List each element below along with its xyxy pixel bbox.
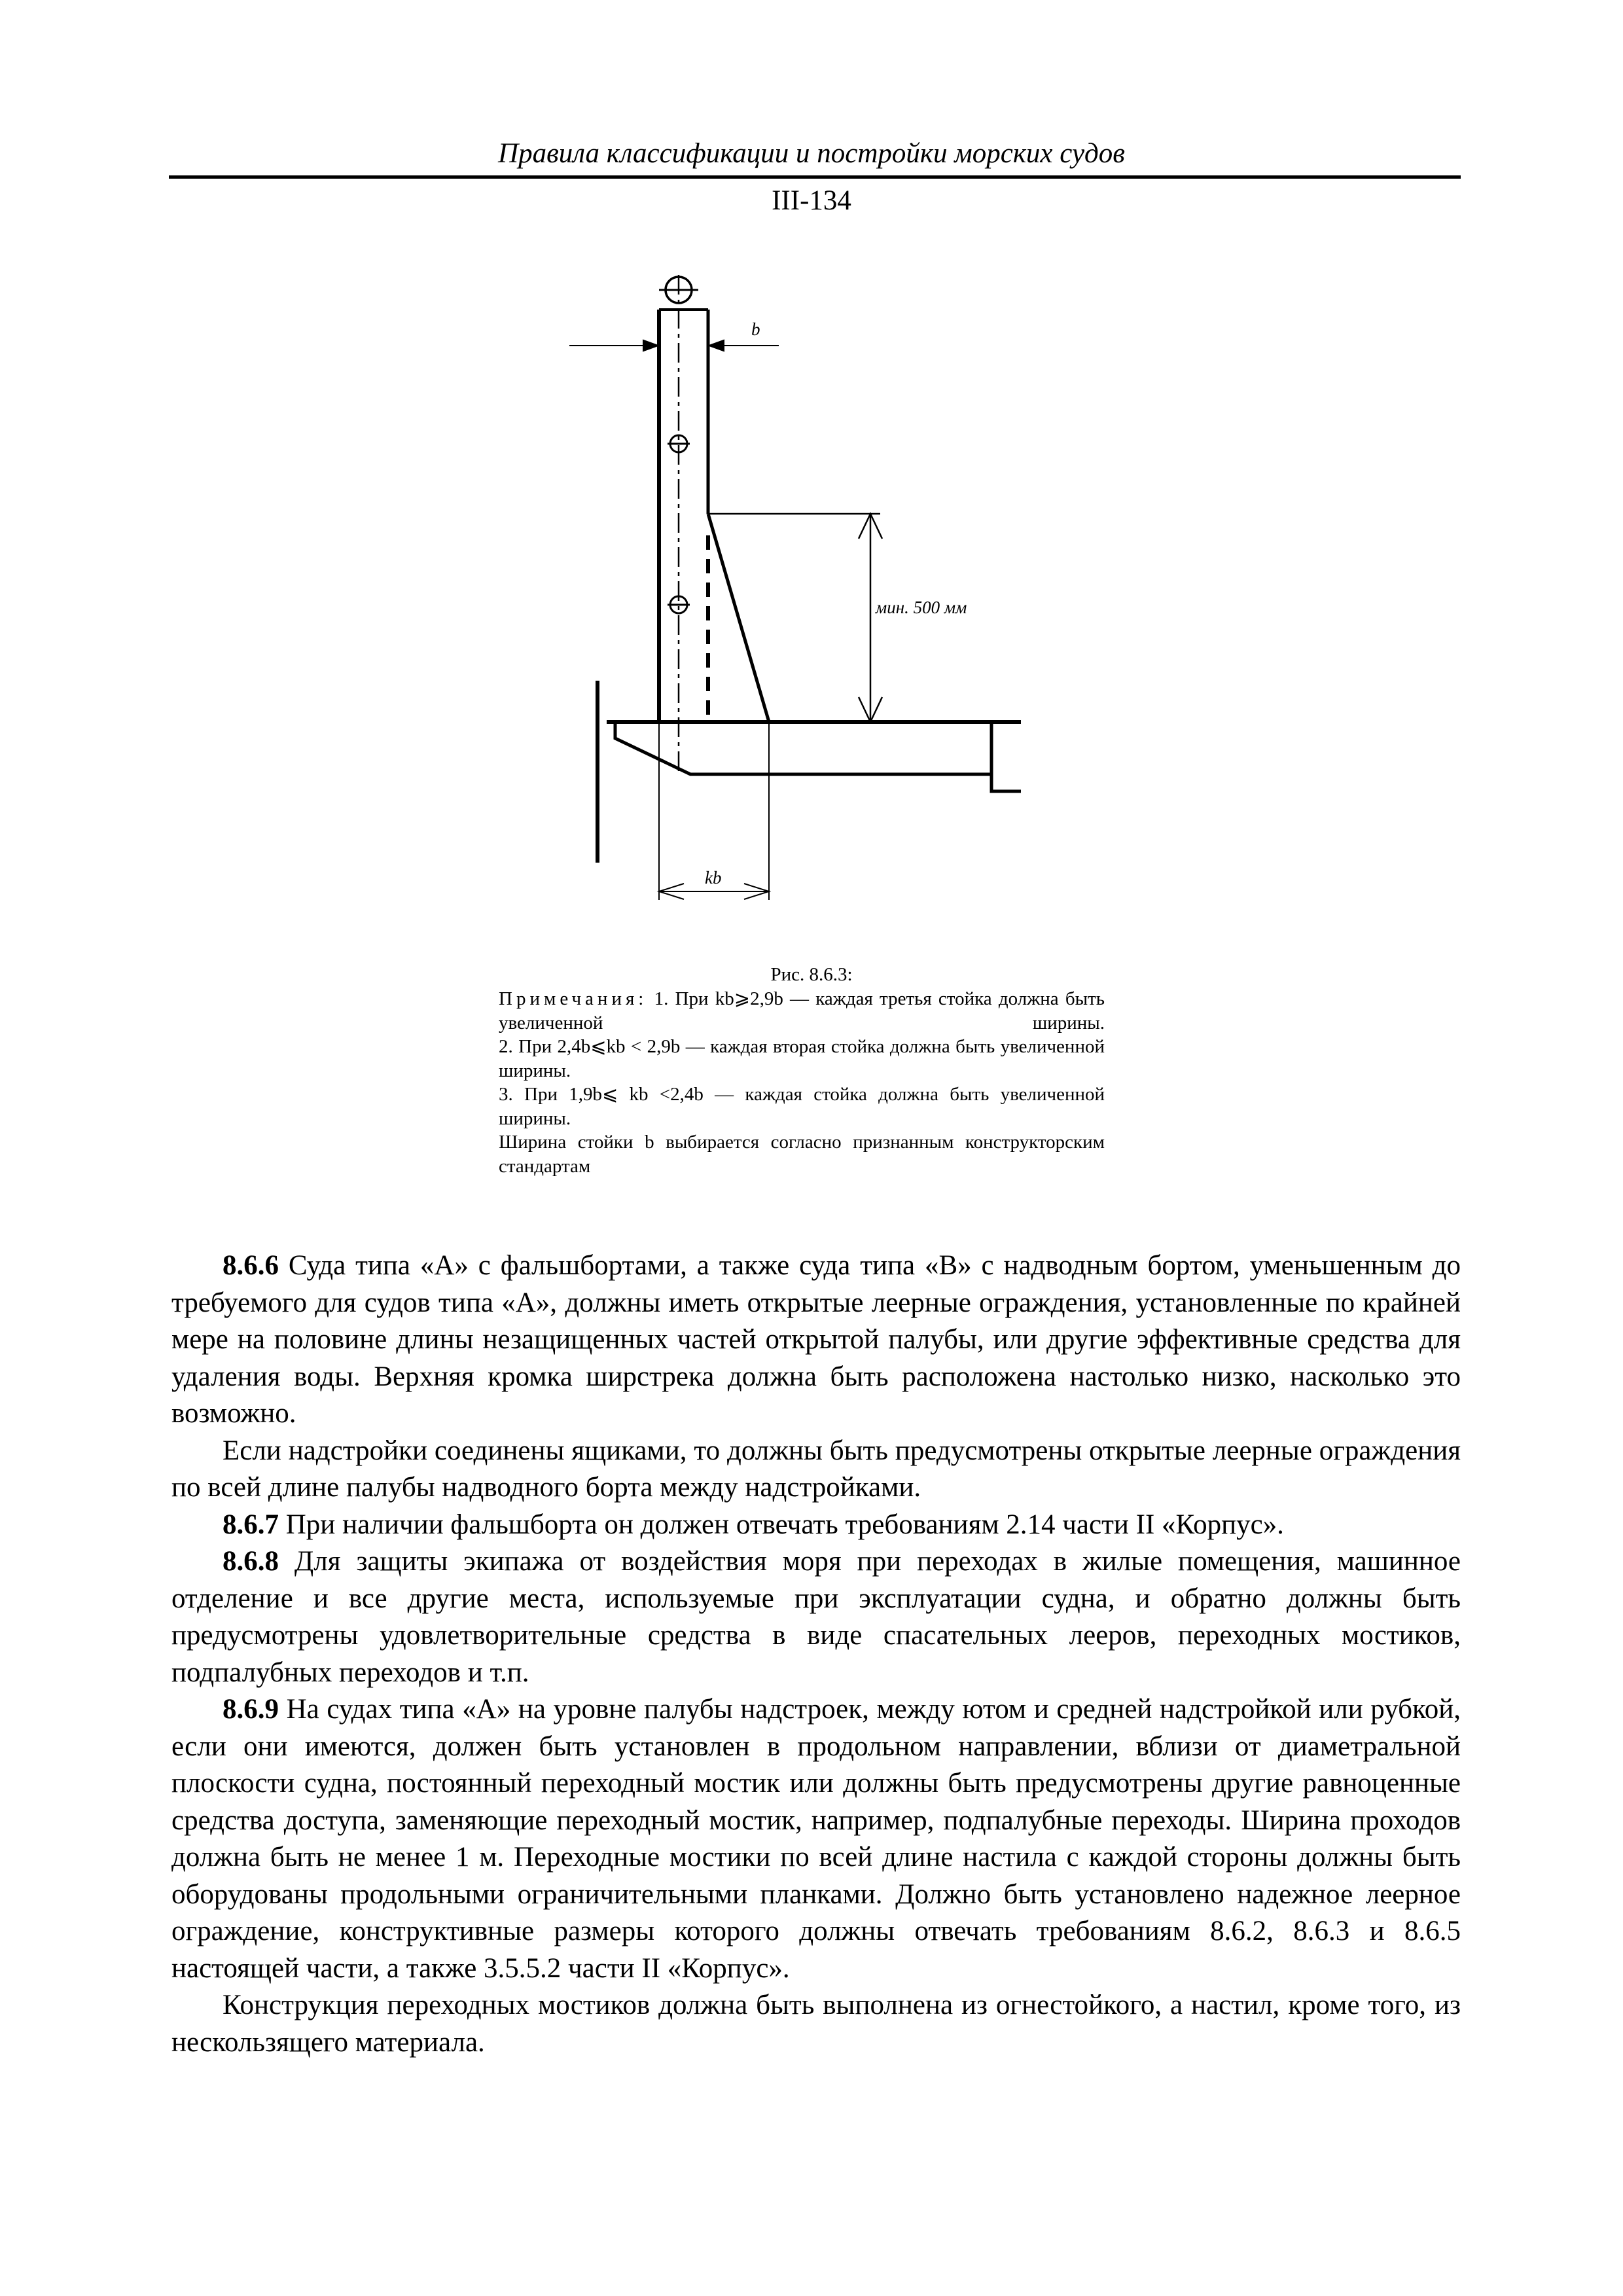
paragraph-8-6-9 <box>171 1691 1461 1987</box>
figure-caption: Рис. 8.6.3: <box>770 964 853 985</box>
clause-number: 8.6.9 <box>223 1694 279 1725</box>
dimension-kb-label: kb <box>705 868 722 888</box>
note-1 <box>499 987 1105 1035</box>
note-3: 3. При 1,9b⩽ kb <2,4b — каждая стойка должна быть увеличенной ширины. <box>499 1084 1105 1129</box>
clause-number: 8.6.7 <box>223 1509 279 1540</box>
paragraph-8-6-8 <box>171 1543 1461 1691</box>
paragraph-8-6-7 <box>171 1507 1461 1544</box>
paragraph-8-6-6-cont <box>171 1433 1461 1507</box>
deck-beam-flange <box>991 722 1021 791</box>
note-2: 2. При 2,4b⩽kb < 2,9b — каждая вторая стойка должна быть увеличенной ширины. <box>499 1036 1105 1081</box>
page-number: III-134 <box>772 185 851 216</box>
note-4: Ширина стойки b выбирается согласно признанным конструкторским стандартам <box>499 1132 1105 1177</box>
body-text <box>171 1247 1461 2061</box>
notes-heading: Примечания: <box>499 988 648 1009</box>
clause-number: 8.6.8 <box>223 1546 279 1577</box>
paragraph-text: Суда типа «А» с фальшбортами, а также суда типа «В» с надводным бортом, уменьшенным до требуемого для судов типа «А», должны иметь открытые леерные ограждения, установленные по крайней мере на половине длины незащищенных частей открытой палубы, или другие эффективные средства для удаления воды. Верхняя кромка ширстрека должна быть расположена настолько низко, насколько это возможно. <box>171 1250 1461 1429</box>
paragraph-text: Для защиты экипажа от воздействия моря при переходах в жилые помещения, машинное отделение и все другие места, используемые при эксплуатации судна, и обратно должны быть предусмотрены удовлетворительные средства в виде спасательных лееров, переходных мостиков, подпалубных переходов и т.п. <box>171 1546 1461 1688</box>
paragraph-text: На судах типа «А» на уровне палубы надстроек, между ютом и средней надстройкой или рубкой, если они имеются, должен быть установлен в продольном направлении, вблизи от диаметральной плоскости судна, постоянный переходный мостик или должны быть предусмотрены другие равноценные средства доступа, заменяющие переходный мостик, например, подпалубные переходы. Ширина проходов должна быть не менее 1 м. Переходные мостики по всей длине настила с каждой стороны должны быть оборудованы продольными ограничительными планками. Должно быть установлено надежное леерное ограждение, конструктивные размеры которого должны отвечать требованиям 8.6.2, 8.6.3 и 8.6.5 настоящей части, а также 3.5.5.2 части II «Корпус». <box>171 1694 1461 1984</box>
paragraph-8-6-9-cont <box>171 1987 1461 2061</box>
paragraph-text: Конструкция переходных мостиков должна быть выполнена из огнестойкого, а настил, кроме того, из нескользящего материала. <box>171 1990 1461 2058</box>
paragraph-text: Если надстройки соединены ящиками, то должны быть предусмотрены открытые леерные ограждения по всей длине палубы надводного борта между надстройками. <box>171 1435 1461 1503</box>
figure-notes <box>499 987 1105 1178</box>
paragraph-text: При наличии фальшборта он должен отвечать требованиям 2.14 части II «Корпус». <box>279 1509 1284 1540</box>
stay-inclined <box>708 514 769 722</box>
dimension-height-label: мин. 500 мм <box>876 598 967 617</box>
dimension-b-label: b <box>751 319 760 339</box>
clause-number: 8.6.6 <box>223 1250 279 1281</box>
stanchion-diagram <box>0 0 1623 942</box>
running-header-title: Правила классификации и постройки морских судов <box>498 138 1125 169</box>
note-1-text: 1. При kb⩾2,9b — каждая третья стойка должна быть увеличенной ширины. <box>499 988 1105 1033</box>
deck-bracket <box>615 723 991 774</box>
paragraph-8-6-6 <box>171 1247 1461 1433</box>
